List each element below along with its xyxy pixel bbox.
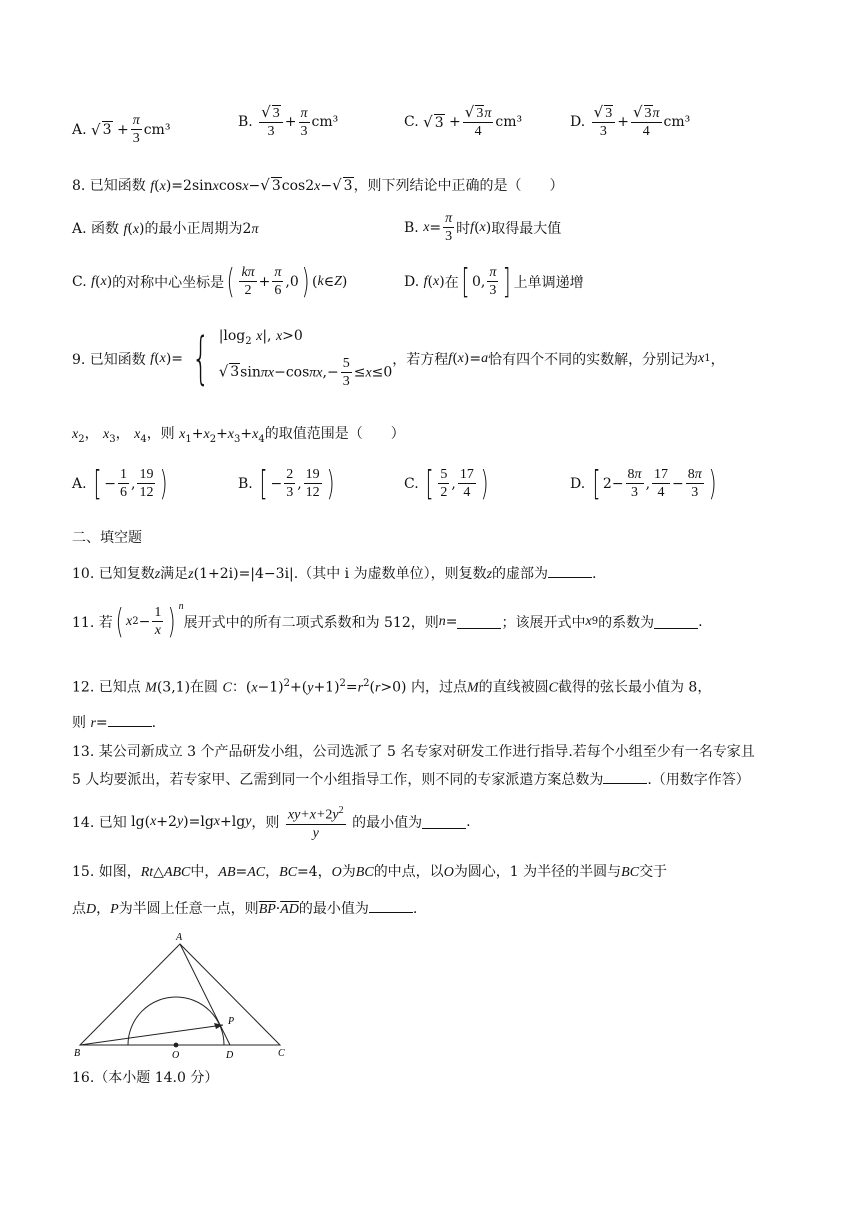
q8-option-d: D. f ( x ) 在 [ 0, $\frac{\pi}{3}$ ] 上单调递增 xyxy=(404,261,584,302)
unit: cm³ xyxy=(311,114,339,130)
q15-text: 交于 xyxy=(639,864,668,880)
q9-option-b: B. [ − $\frac{2}{3}$ , $\frac{19}{12}$ ) xyxy=(238,463,335,504)
q14: 14. 已知 lg( x +2 y )=lg x +lg y ，则 $\frac{xy+x+2y^2}{y}$ 的最小值为 . xyxy=(72,802,471,842)
q15-text: 为圆心，1 为半径的半圆与 xyxy=(453,864,622,880)
q11-pre: 11. 若 xyxy=(72,614,113,631)
q10: 10. 已知复数z满足z(1+2i)=|4−3i|.（其中 i 为虚数单位），则复数z的虚部为 . xyxy=(72,563,800,585)
q15-text: ， xyxy=(317,864,332,880)
option-label: D. xyxy=(570,114,586,130)
q11-mid2: ；该展开式中 xyxy=(501,614,586,631)
q15-text: 的最小值为 xyxy=(298,901,369,917)
q12-pre: 12. 已知点 xyxy=(72,679,141,696)
q15-text: ， xyxy=(96,901,111,917)
q7-option-a: A. √ 3 + $\frac{\pi}{3}$ cm³ xyxy=(72,113,171,146)
q9-stem-post: ，若方程 xyxy=(392,351,449,368)
option-text: 在 xyxy=(444,274,459,291)
q15-line1: 15. 如图，Rt△ABC中，AB=AC，BC=4，O为BC的中点，以O为圆心，1 为半径的半圆与BC交于 xyxy=(72,864,668,880)
label-b: B xyxy=(74,1048,81,1059)
q11-mid: 展开式中的所有二项式系数和为 512，则 xyxy=(183,614,439,631)
q7-option-c: C. √ 3 + $\frac{√ 3\pi}{4}$ cm³ xyxy=(404,103,523,139)
q9-option-c: C. [ $\frac{5}{2}$ , $\frac{17}{4}$ ) xyxy=(404,463,489,504)
q9-option-d: D. [ 2− $\frac{8\pi}{3}$ , $\frac{17}{4}$ − $\frac{8\pi}{3}$ ) xyxy=(570,463,717,504)
q9-stem-line2: $x_2$， $x_3$， $x_4$，则 $x_1+x_2+x_3+x_4$的取值范围是（ ） xyxy=(72,426,405,445)
answer-blank[interactable] xyxy=(548,563,592,578)
q12-mid2: 内，过点 xyxy=(410,679,467,696)
option-label: C. xyxy=(404,114,419,130)
q12-mid: 在圆 xyxy=(190,679,219,696)
q15-text: 为半圆上任意一点，则 xyxy=(118,901,259,917)
q10-mid: 满足 xyxy=(160,566,189,582)
unit: cm³ xyxy=(495,114,523,130)
q7-option-d: D. $\frac{√ 3}{3}$ + $\frac{√ 3\pi}{4}$ cm³ xyxy=(570,103,691,139)
segment-bp xyxy=(80,1025,223,1045)
q10-post: .（其中 i 为虚数单位），则复数 xyxy=(293,566,487,582)
option-label: C. xyxy=(72,273,87,290)
q16-heading: 16.（本小题 14.0 分） xyxy=(72,1070,219,1086)
q12-line2-text: 则 xyxy=(72,715,86,731)
q13-line2 xyxy=(72,769,800,790)
option-text: 上单调递增 xyxy=(513,274,584,291)
q12-line2: 则 r= . xyxy=(72,712,800,734)
q15-text: 点 xyxy=(72,901,86,917)
q12-mid3: 的直线被圆 xyxy=(478,679,549,696)
q15-end: . xyxy=(412,901,418,917)
option-label: A. 函数 xyxy=(72,221,120,237)
q13-line2-end: .（用数字作答） xyxy=(647,772,750,788)
q12-line1: 12. 已知点 M(3,1)在圆 C：$(x-1)^2+(y+1)^2=r^2(r>0)$ 内，过点M的直线被圆C截得的弦长最小值为 8， xyxy=(72,678,712,696)
option-label: D. xyxy=(570,475,586,492)
option-label: A. xyxy=(72,475,87,492)
q10-post2: 的虚部为 xyxy=(492,566,549,582)
answer-blank[interactable] xyxy=(457,614,501,629)
q15-text: ， xyxy=(265,864,280,880)
option-text: 的最小正周期为 xyxy=(144,221,243,237)
q10-pre: 10. 已知复数 xyxy=(72,566,155,582)
q8-option-c: C. f ( x ) 的对称中心坐标是 ( $\frac{k\pi}{2}$ + $\frac{\pi}{6}$ ,0 ) ( k ∈ Z ) xyxy=(72,261,348,302)
q14-mid: ，则 xyxy=(251,814,280,831)
answer-blank[interactable] xyxy=(369,898,413,913)
option-label: B. xyxy=(238,114,253,130)
answer-blank[interactable] xyxy=(108,712,152,727)
option-text: 时 xyxy=(456,220,471,237)
q10-end: . xyxy=(592,566,597,582)
point-o xyxy=(174,1043,179,1048)
q15-text: 15. 如图， xyxy=(72,864,141,880)
label-d: D xyxy=(226,1050,234,1061)
answer-blank[interactable] xyxy=(654,614,698,629)
label-o: O xyxy=(172,1050,180,1061)
q9-option-a: A. [ − $\frac{1}{6}$ , $\frac{19}{12}$ ) xyxy=(72,463,169,504)
label-a: A xyxy=(176,932,183,943)
q13-line2-text: 5 人均要派出，若专家甲、乙需到同一个小组指导工作，则不同的专家派遣方案总数为 xyxy=(72,772,604,788)
q14-end: . xyxy=(466,813,471,830)
option-text: 的对称中心坐标是 xyxy=(112,274,225,291)
q15-text: 的中点，以 xyxy=(373,864,444,880)
q12-mid4: 截得的弦长最小值为 8， xyxy=(557,679,712,696)
unit: cm³ xyxy=(663,114,691,130)
option-label: D. xyxy=(404,273,420,290)
q11: 11. 若 ( x 2 − $\frac{1}{x}$ ) n 展开式中的所有二项式系数和为 512，则 n = ；该展开式中 x 9 的系数为 . xyxy=(72,601,703,642)
q8-stem-post: ，则下列结论中正确的是（ ） xyxy=(353,178,564,194)
triangle-abc xyxy=(80,944,280,1045)
q7-option-b: B. $\frac{√ 3}{3}$ + $\frac{\pi}{3}$ cm³ xyxy=(238,103,339,139)
q9-stem-post2: 恰有四个不同的实数解，分别记为 xyxy=(488,351,699,368)
option-label: B. xyxy=(404,219,419,236)
label-c: C xyxy=(278,1048,285,1059)
q15-text: 中， xyxy=(190,864,219,880)
q8-stem: 8. 已知函数 f(x)=2sinxcosx−√ 3cos2x−√ 3，则下列结论中正确的是（ ） xyxy=(72,176,564,194)
geometry-figure xyxy=(70,932,300,1062)
q8-option-a: A. 函数 f(x)的最小正周期为2π xyxy=(72,221,259,237)
q13-line1: 13. 某公司新成立 3 个产品研发小组，公司选派了 5 名专家对研发工作进行指导.若每个小组至少有一名专家且 xyxy=(72,744,755,760)
q11-end: . xyxy=(698,613,703,630)
option-label: A. xyxy=(72,121,87,138)
answer-blank[interactable] xyxy=(422,814,466,829)
q8-option-b: B. x = $\frac{\pi}{3}$ 时 f ( x ) 取得最大值 xyxy=(404,211,562,244)
q14-pre: 14. 已知 xyxy=(72,814,127,831)
q9-line2-post: 的取值范围是（ ） xyxy=(264,426,405,442)
q9-stem-pre: 9. 已知函数 xyxy=(72,351,146,368)
q15-text: 为 xyxy=(341,864,356,880)
q14-post: 的最小值为 xyxy=(352,814,423,831)
label-p: P xyxy=(228,1016,235,1027)
q15-line2: 点D，P为半圆上任意一点，则$\overline{BP}\cdot\overline{AD}$的最小值为 . xyxy=(72,898,800,920)
answer-blank[interactable] xyxy=(603,769,647,784)
option-label: C. xyxy=(404,475,419,492)
option-label: B. xyxy=(238,475,253,492)
section-title: 二、填空题 xyxy=(72,530,142,546)
unit: cm³ xyxy=(143,121,171,138)
q8-stem-pre: 8. 已知函数 xyxy=(72,178,146,194)
q9-stem: 9. 已知函数 f ( x )= { $|\log_2$ x|, x>0 √ 3sinπx−cosπx,− $\frac{5}{3}$ ≤x≤0 ，若方程 f ( x )= a 恰有四个不同的实数解，分别记为 x 1 ， xyxy=(72,325,725,391)
q11-mid3: 的系数为 xyxy=(598,614,655,631)
option-text: 取得最大值 xyxy=(491,220,562,237)
